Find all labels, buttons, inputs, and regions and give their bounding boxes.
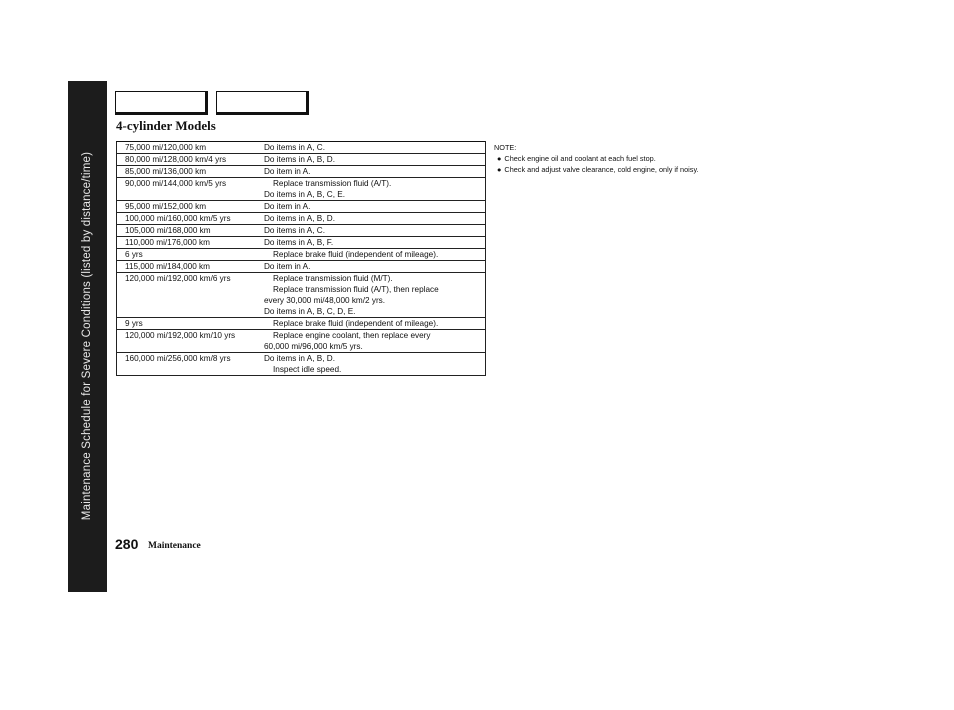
interval-cell: 115,000 mi/184,000 km: [117, 261, 257, 273]
footer-label: Maintenance: [148, 541, 201, 551]
service-cell: [256, 166, 486, 178]
service-line: Do items in A, B, D.: [264, 214, 335, 223]
service-line: Do items in A, B, D.: [264, 155, 335, 164]
service-cell: [256, 213, 486, 225]
service-cell: [256, 353, 486, 376]
section-title: 4-cylinder Models: [116, 118, 216, 133]
service-cell: [256, 261, 486, 273]
interval-cell: 85,000 mi/136,000 km: [117, 166, 257, 178]
service-cell: [256, 273, 486, 318]
interval-cell: 95,000 mi/152,000 km: [117, 201, 257, 213]
bullet-icon: ●: [497, 165, 502, 174]
nav-tab-1[interactable]: [115, 91, 208, 115]
note-item: [494, 164, 699, 175]
table-row: [117, 273, 486, 318]
service-line: Do items in A, B, F.: [264, 238, 334, 247]
service-line: Replace transmission fluid (A/T).: [273, 179, 392, 188]
table-row: [117, 261, 486, 273]
table-row: [117, 154, 486, 166]
table-row: [117, 178, 486, 201]
service-cell: [256, 201, 486, 213]
nav-tab-2[interactable]: [216, 91, 309, 115]
bullet-icon: ●: [497, 154, 502, 163]
service-line: Replace transmission fluid (A/T), then replace: [273, 285, 439, 294]
table-row: [117, 142, 486, 154]
page-number: 280: [115, 536, 139, 552]
service-cell: [256, 178, 486, 201]
service-cell: [256, 225, 486, 237]
service-line: Replace brake fluid (independent of mileage).: [273, 319, 439, 328]
service-line: Do item in A.: [264, 202, 311, 211]
service-cell: [256, 154, 486, 166]
service-cell: [256, 142, 486, 154]
interval-cell: 120,000 mi/192,000 km/10 yrs: [117, 330, 257, 353]
interval-cell: 90,000 mi/144,000 km/5 yrs: [117, 178, 257, 201]
interval-cell: 6 yrs: [117, 249, 257, 261]
service-line: Do items in A, B, C, D, E.: [264, 307, 356, 316]
interval-cell: 110,000 mi/176,000 km: [117, 237, 257, 249]
note-item: [494, 153, 699, 164]
interval-cell: 80,000 mi/128,000 km/4 yrs: [117, 154, 257, 166]
table-row: [117, 237, 486, 249]
table-row: [117, 353, 486, 376]
service-line: Do items in A, B, D.: [264, 354, 335, 363]
table-row: [117, 213, 486, 225]
chapter-sidebar-title: Maintenance Schedule for Severe Conditions (listed by distance/time): [81, 151, 93, 521]
service-line: Replace brake fluid (independent of mileage).: [273, 250, 439, 259]
interval-cell: 100,000 mi/160,000 km/5 yrs: [117, 213, 257, 225]
service-line: Do item in A.: [264, 262, 311, 271]
table-row: [117, 225, 486, 237]
service-line: Replace engine coolant, then replace every: [273, 331, 431, 340]
table-row: [117, 318, 486, 330]
service-cell: [256, 249, 486, 261]
maintenance-schedule-table: [116, 141, 486, 376]
table-row: [117, 201, 486, 213]
service-cell: [256, 318, 486, 330]
service-line: Inspect idle speed.: [273, 365, 342, 374]
note-item-text: Check engine oil and coolant at each fuel stop.: [504, 154, 656, 163]
service-line: Replace transmission fluid (M/T).: [273, 274, 393, 283]
service-line: Do items in A, B, C, E.: [264, 190, 345, 199]
service-cell: [256, 237, 486, 249]
interval-cell: 120,000 mi/192,000 km/6 yrs: [117, 273, 257, 318]
interval-cell: 105,000 mi/168,000 km: [117, 225, 257, 237]
table-row: [117, 249, 486, 261]
note-item-text: Check and adjust valve clearance, cold engine, only if noisy.: [504, 165, 699, 174]
service-line: Do item in A.: [264, 167, 311, 176]
note-heading: NOTE:: [494, 143, 517, 152]
service-line: Do items in A, C.: [264, 143, 325, 152]
service-line: Do items in A, C.: [264, 226, 325, 235]
table-row: [117, 166, 486, 178]
interval-cell: 160,000 mi/256,000 km/8 yrs: [117, 353, 257, 376]
service-line: 60,000 mi/96,000 km/5 yrs.: [264, 342, 363, 351]
table-row: [117, 330, 486, 353]
service-line: every 30,000 mi/48,000 km/2 yrs.: [264, 296, 386, 305]
service-cell: [256, 330, 486, 353]
note-block: [494, 142, 699, 175]
interval-cell: 9 yrs: [117, 318, 257, 330]
interval-cell: 75,000 mi/120,000 km: [117, 142, 257, 154]
